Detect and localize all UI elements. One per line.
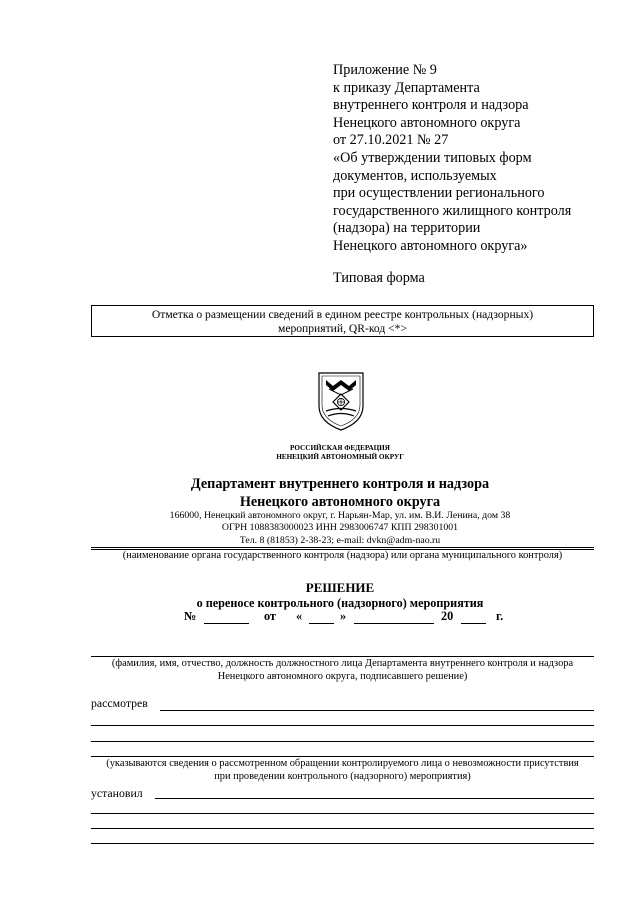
region-name: НЕНЕЦКИЙ АВТОНОМНЫЙ ОКРУГ <box>276 453 404 461</box>
year-prefix: 20 <box>441 609 454 623</box>
appendix-line: Ненецкого автономного округа» <box>333 237 528 254</box>
request-caption-line1: (указываются сведения о рассмотренном обращении контролируемого лица о невозможности присутствия <box>106 758 579 769</box>
number-sign: № <box>184 609 197 623</box>
year-blank[interactable] <box>461 623 486 624</box>
appendix-block <box>333 62 633 256</box>
considered-line[interactable] <box>91 741 594 742</box>
established-line[interactable] <box>91 813 594 814</box>
official-caption-line1: (фамилия, имя, отчество, должность должностного лица Департамента внутреннего контроля и надзора <box>111 658 574 669</box>
from-label: от <box>264 609 276 623</box>
official-caption-line2: Ненецкого автономного округа, подписавшего решение) <box>217 670 468 682</box>
coat-of-arms-icon <box>316 370 366 432</box>
decision-subtitle: о переносе контрольного (надзорного) мероприятия <box>196 596 484 610</box>
appendix-line: при осуществлении регионального <box>333 185 545 202</box>
qr-box-line2: мероприятий, QR-код <*> <box>277 322 408 335</box>
decision-number-row <box>184 609 514 627</box>
department-line2: Ненецкого автономного округа <box>239 493 441 510</box>
department-registry: ОГРН 1088383000023 ИНН 2983006747 КПП 298301001 <box>221 522 459 534</box>
state-header <box>200 444 480 462</box>
qr-box-line1: Отметка о размещении сведений в едином реестре контрольных (надзорных) <box>151 308 534 321</box>
decision-title: РЕШЕНИЕ <box>305 580 375 595</box>
organ-caption: (наименование органа государственного контроля (надзора) или органа муниципального контроля) <box>122 550 563 561</box>
established-line[interactable] <box>91 843 594 844</box>
appendix-line: от 27.10.2021 № 27 <box>333 132 449 149</box>
department-contacts: Тел. 8 (81853) 2-38-23; e-mail: dvkn@adm-nao.ru <box>239 534 441 546</box>
day-blank[interactable] <box>309 623 334 624</box>
year-suffix: г. <box>496 609 504 623</box>
department-line1: Департамент внутреннего контроля и надзора <box>190 476 490 492</box>
appendix-line: к приказу Департамента <box>333 79 480 96</box>
form-type-label: Типовая форма <box>333 270 425 286</box>
considered-line[interactable] <box>160 710 594 711</box>
header-divider <box>91 547 594 548</box>
department-name <box>130 476 550 511</box>
official-caption <box>80 658 605 683</box>
department-address: 166000, Ненецкий автономного округ, г. Нарьян-Мар, ул. им. В.И. Ленина, дом 38 <box>169 510 511 521</box>
appendix-line: государственного жилищного контроля <box>333 202 572 219</box>
quote-close: » <box>340 609 347 623</box>
considered-line[interactable] <box>91 756 594 757</box>
quote-open: « <box>296 609 303 623</box>
appendix-line: (надзора) на территории <box>333 220 481 237</box>
established-line[interactable] <box>155 798 594 799</box>
department-details <box>100 510 580 547</box>
request-caption <box>80 758 605 783</box>
established-label: установил <box>91 786 143 800</box>
appendix-line: внутреннего контроля и надзора <box>333 97 529 114</box>
appendix-line: Приложение № 9 <box>333 62 437 78</box>
number-blank[interactable] <box>204 623 249 624</box>
appendix-line: документов, используемых <box>333 167 497 184</box>
established-line[interactable] <box>91 828 594 829</box>
appendix-line: Ненецкого автономного округа <box>333 114 521 131</box>
official-blank-line[interactable] <box>91 656 594 657</box>
qr-registry-box <box>91 305 594 337</box>
appendix-line: «Об утверждении типовых форм <box>333 149 532 166</box>
request-caption-line2: при проведении контрольного (надзорного) мероприятия) <box>214 770 471 782</box>
considered-label: рассмотрев <box>91 696 148 710</box>
country-name: РОССИЙСКАЯ ФЕДЕРАЦИЯ <box>290 444 390 452</box>
month-blank[interactable] <box>354 623 434 624</box>
considered-line[interactable] <box>91 725 594 726</box>
